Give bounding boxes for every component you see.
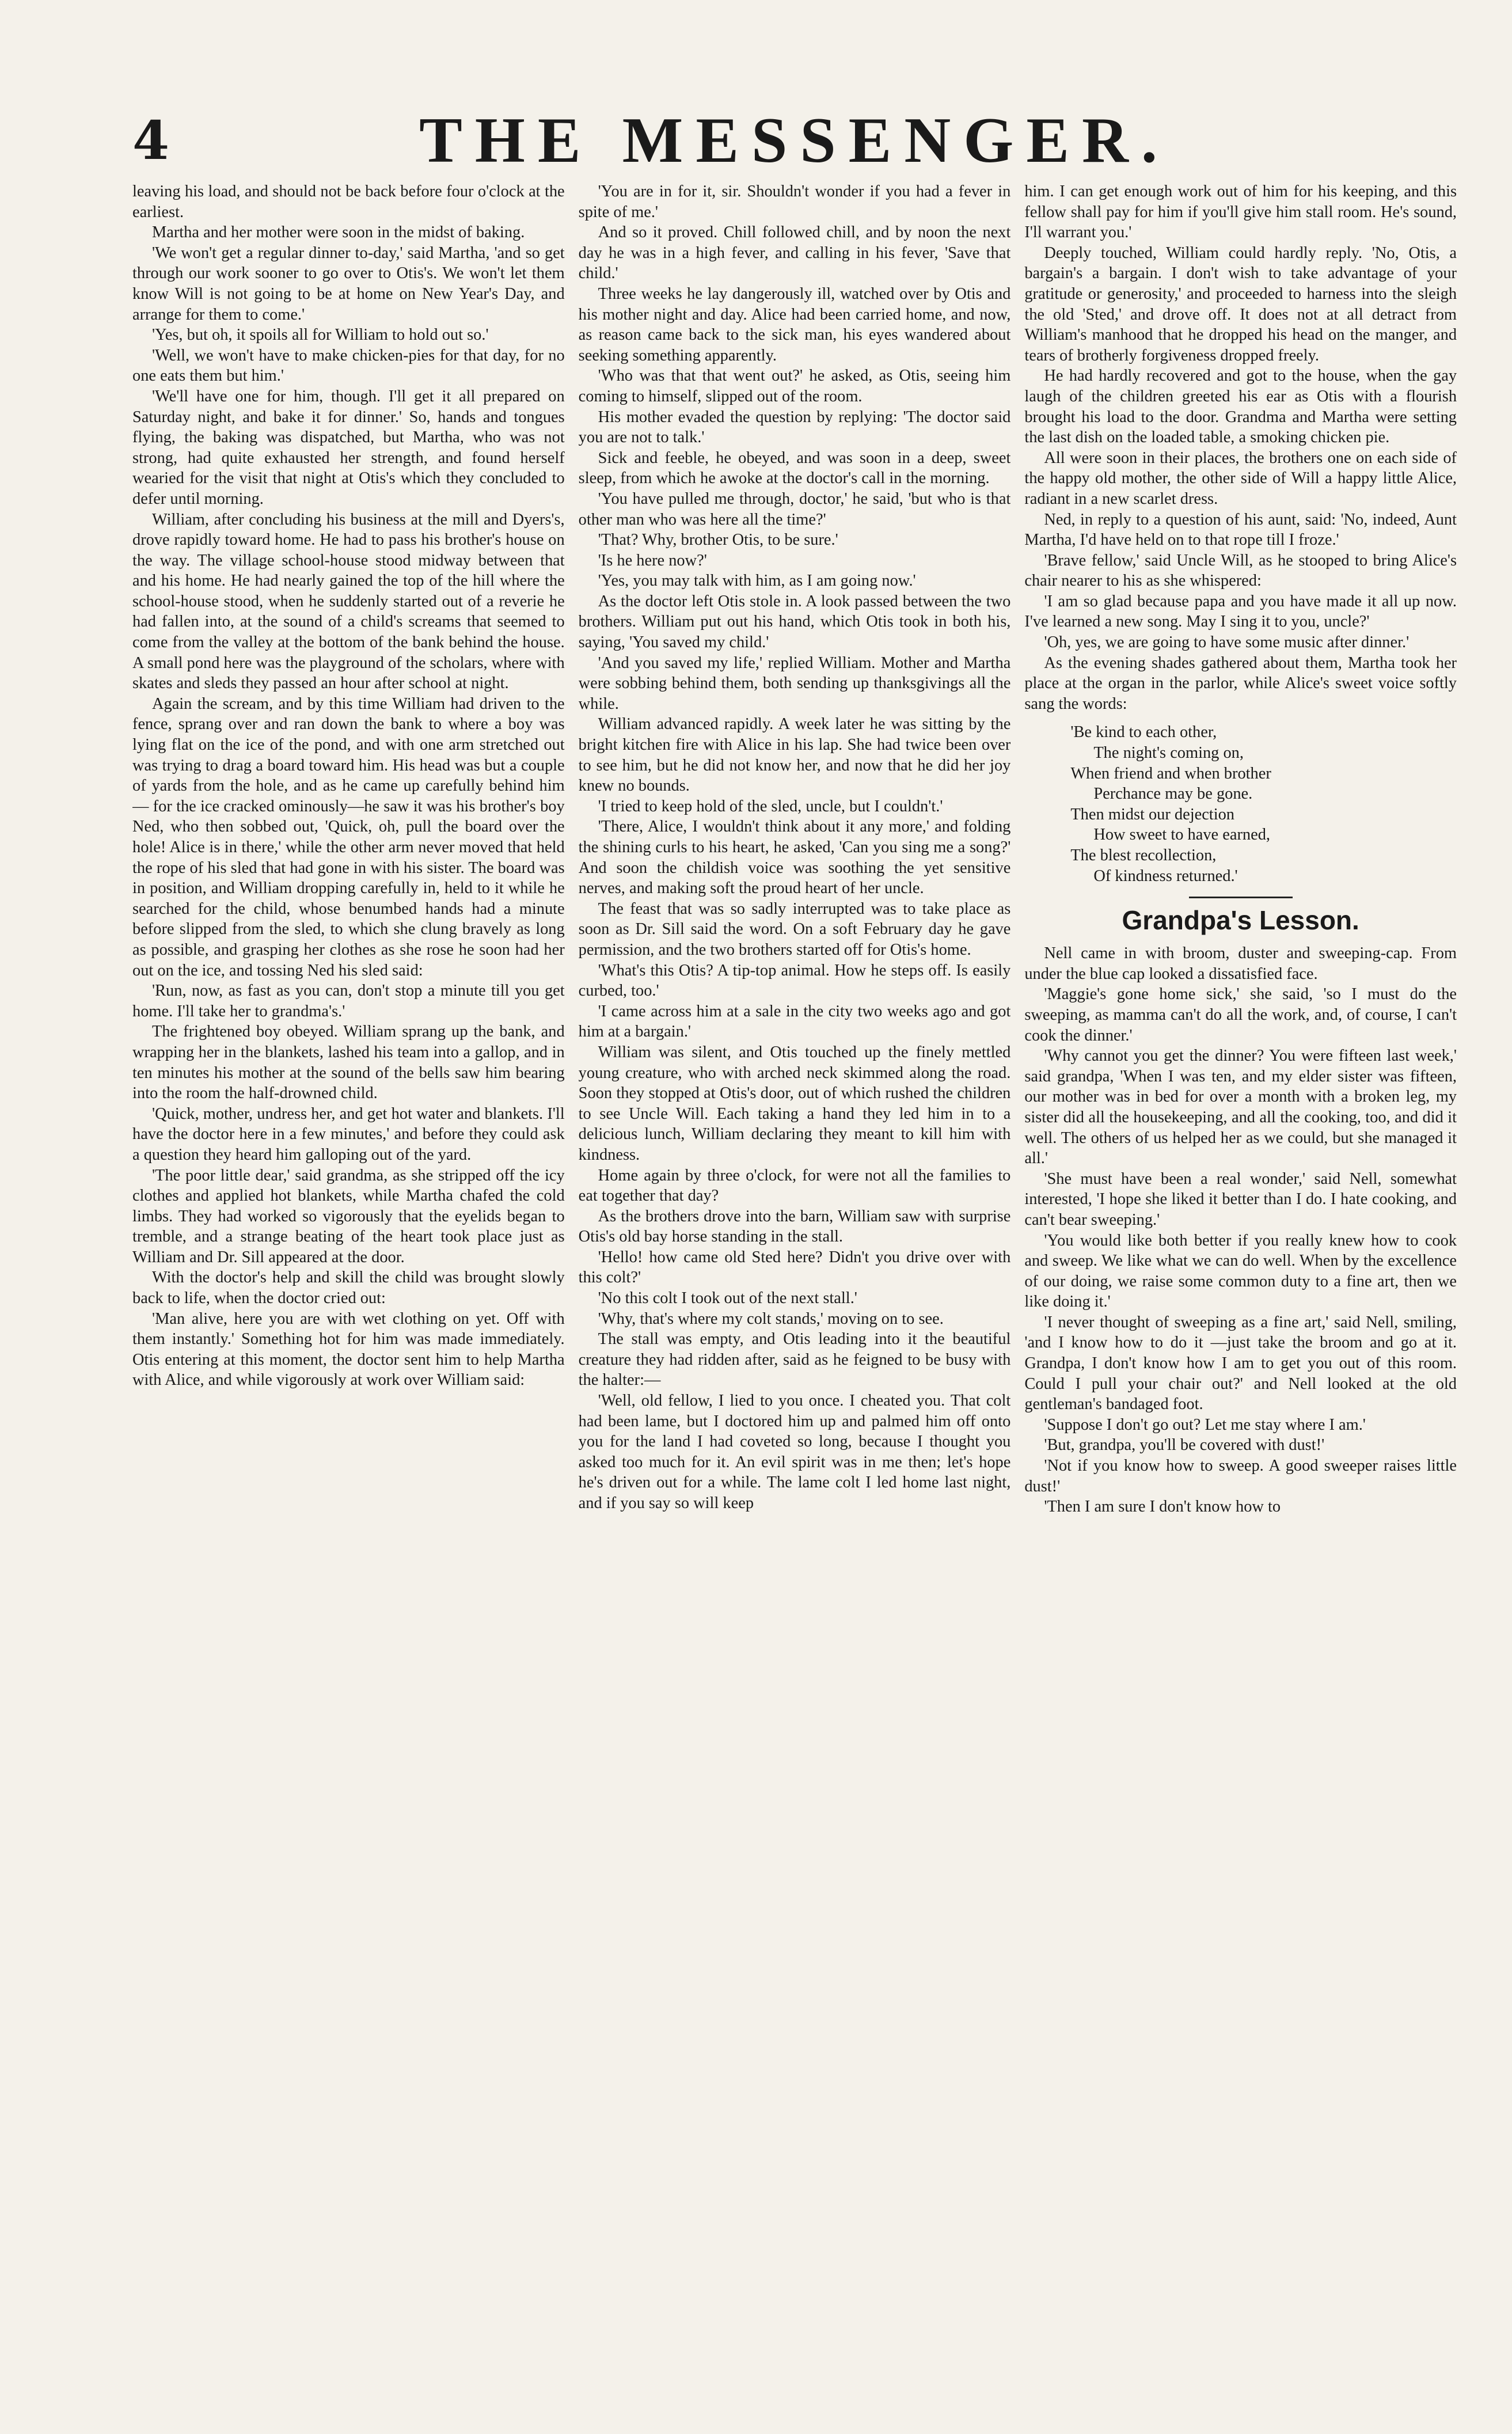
poem-line: 'Be kind to each other,: [1070, 723, 1217, 742]
paragraph: 'Then I am sure I don't know how to: [1044, 1498, 1281, 1516]
paragraph: As the brothers drove into the barn, William saw with surprise Otis's old bay horse standing in the stall.: [578, 1207, 1011, 1246]
paragraph: All were soon in their places, the brothers one on each side of the happy old mother, the other side of Will a happy little Alice, radiant in a new scarlet dress.: [1024, 449, 1457, 508]
paragraph: 'We'll have one for him, though. I'll get it all prepared on Saturday night, and bake it for dinner.' So, hands and tongues flying, the baking was dispatched, but Martha, who was not strong, had quite exhausted her strength, and found herself wearied for the visit that night at Otis's which they concluded to defer until morning.: [132, 387, 565, 508]
paragraph: 'Why, that's where my colt stands,' moving on to see.: [598, 1309, 944, 1328]
paragraph: 'Man alive, here you are with wet clothing on yet. Off with them instantly.' Something hot for him was made immediately. Otis entering at this moment, the doctor sent him to help Martha with Alice, and while vigorously at work over William said:: [132, 1309, 565, 1389]
paragraph: Three weeks he lay dangerously ill, watched over by Otis and his mother night and day. Alice had been carried home, and now, as reason came back to the sick man, his eyes wandered about seeking something apparently.: [578, 284, 1011, 364]
paragraph: The stall was empty, and Otis leading into it the beautiful creature they had ridden after, said as he feigned to be busy with the halter:—: [578, 1330, 1011, 1389]
paragraph: 'Well, we won't have to make chicken-pies for that day, for no one eats them but him.': [132, 346, 565, 385]
paragraph: 'What's this Otis? A tip-top animal. How he steps off. Is easily curbed, too.': [578, 961, 1011, 1000]
paragraph: 'You are in for it, sir. Shouldn't wonder if you had a fever in spite of me.': [578, 183, 1011, 221]
paragraph: leaving his load, and should not be back before four o'clock at the earliest.: [132, 183, 565, 221]
column-2: [579, 181, 1011, 2410]
column-3-story-end: [1024, 181, 1457, 714]
masthead-title: THE MESSENGER.: [419, 105, 1170, 176]
paragraph: him. I can get enough work out of him for his keeping, and this fellow shall pay for him if you'll give him stall room. He's sound, I'll warrant you.': [1024, 183, 1457, 242]
page-header: [132, 104, 1439, 184]
section-divider: [1189, 897, 1293, 898]
paragraph: He had hardly recovered and got to the house, when the gay laugh of the children greeted his ear as Otis with a flourish brought his load to the door. Grandma and Martha were setting the last dish on the loaded table, a smoking chicken pie.: [1024, 367, 1457, 447]
paragraph: William advanced rapidly. A week later he was sitting by the bright kitchen fire with Alice in his lap. She had twice been over to see him, but he did not know her, and now that he did her joy knew no bounds.: [578, 715, 1011, 795]
poem: [1024, 722, 1457, 886]
paragraph: 'I never thought of sweeping as a fine art,' said Nell, smiling, 'and I know how to do it —just take the broom and go at it. Grandpa, I don't know how I am to get you out of this room. Could I pull your chair out?' and Nell looked at the old gentleman's bandaged foot.: [1024, 1313, 1457, 1414]
paragraph: Deeply touched, William could hardly reply. 'No, Otis, a bargain's a bargain. I don't wish to take advantage of your gratitude or generosity,' and proceeded to harness into the sleigh the old 'Sted,' and drove off. It does not at all detract from William's manhood that he dropped his head on the manger, and tears of brotherly forgiveness dropped freely.: [1024, 244, 1457, 364]
paragraph: Sick and feeble, he obeyed, and was soon in a deep, sweet sleep, from which he awoke at the doctor's call in the morning.: [578, 449, 1011, 488]
paragraph: 'I came across him at a sale in the city two weeks ago and got him at a bargain.': [578, 1002, 1011, 1041]
paragraph: 'Who was that that went out?' he asked, as Otis, seeing him coming to himself, slipped out of the room.: [578, 367, 1011, 405]
paragraph: 'The poor little dear,' said grandma, as she stripped off the icy clothes and applied hot blankets, while Martha chafed the cold limbs. They had worked so vigorously that the eyelids began to tremble, and a strange beating of the heart took place just as William and Dr. Sill appeared at the door.: [132, 1166, 565, 1266]
paragraph: 'You have pulled me through, doctor,' he said, 'but who is that other man who was here all the time?': [578, 489, 1011, 529]
paragraph: 'Not if you know how to sweep. A good sweeper raises little dust!': [1024, 1457, 1457, 1495]
paragraph: 'Yes, you may talk with him, as I am going now.': [598, 572, 916, 590]
paragraph: 'Suppose I don't go out? Let me stay where I am.': [1044, 1415, 1366, 1434]
paragraph: 'We won't get a regular dinner to-day,' said Martha, 'and so get through our work sooner to go over to Otis's. We won't let them know Will is not going to be at home on New Year's Day, and arrange for them to come.': [132, 244, 565, 324]
poem-line: Of kindness returned.': [1093, 867, 1238, 885]
section-title: Grandpa's Lesson.: [1122, 905, 1359, 936]
paragraph: 'I am so glad because papa and you have made it all up now. I've learned a new song. May I sing it to you, uncle?': [1024, 592, 1457, 631]
paragraph: As the doctor left Otis stole in. A look passed between the two brothers. William put out his hand, which Otis took in both his, saying, 'You saved my child.': [578, 592, 1011, 652]
paragraph: 'Why cannot you get the dinner? You were fifteen last week,' said grandpa, 'When I was ten, and my elder sister was fifteen, our mother was in bed for over a month with a broken leg, my sister did all the housekeeping, and all the cooking, too, and did it well. The others of us helped her as we could, but she managed it all.': [1024, 1047, 1457, 1168]
paragraph: As the evening shades gathered about them, Martha took her place at the organ in the parlor, while Alice's sweet voice softly sang the words:: [1024, 654, 1457, 713]
poem-line: When friend and when brother: [1070, 764, 1271, 783]
paragraph: 'Run, now, as fast as you can, don't stop a minute till you get home. I'll take her to grandma's.': [132, 982, 565, 1020]
paragraph: Martha and her mother were soon in the midst of baking.: [152, 223, 525, 242]
paragraph: 'I tried to keep hold of the sled, uncle, but I couldn't.': [598, 797, 943, 815]
paragraph: 'But, grandpa, you'll be covered with dust!': [1044, 1436, 1325, 1455]
paragraph: 'That? Why, brother Otis, to be sure.': [598, 531, 838, 549]
paragraph: Ned, in reply to a question of his aunt, said: 'No, indeed, Aunt Martha, I'd have held on to that rope till I froze.': [1024, 510, 1457, 549]
paragraph: 'Quick, mother, undress her, and get hot water and blankets. I'll have the doctor here in a few minutes,' and before they could ask a question they heard him galloping out of the yard.: [132, 1104, 565, 1164]
paragraph: Nell came in with broom, duster and sweeping-cap. From under the blue cap looked a dissatisfied face.: [1024, 944, 1457, 983]
paragraph: 'Brave fellow,' said Uncle Will, as he stooped to bring Alice's chair nearer to his as she whispered:: [1024, 551, 1457, 590]
paragraph: The feast that was so sadly interrupted was to take place as soon as Dr. Sill said the word. On a soft February day he gave permission, and the two brothers started off for Otis's home.: [578, 899, 1011, 959]
paragraph: 'Well, old fellow, I lied to you once. I cheated you. That colt had been lame, but I doctored him up and palmed him off onto you for the land I had coveted so long, because I thought you asked too much for it. An evil spirit was in me then; let's hope he's driven out for a while. The lame colt I led home last night, and if you say so will keep: [578, 1392, 1011, 1512]
column-3-grandpas-lesson: [1024, 943, 1457, 1517]
column-3: [1024, 181, 1457, 2410]
poem-line: Perchance may be gone.: [1093, 785, 1253, 803]
paragraph: 'Is he here now?': [598, 551, 707, 569]
poem-line: The blest recollection,: [1070, 846, 1217, 864]
paragraph: Home again by three o'clock, for were not all the families to eat together that day?: [578, 1166, 1011, 1205]
paragraph: 'You would like both better if you really knew how to cook and sweep. We like what we can do well. When by the excellence of our doing, we raise some common duty to a fine art, then we like doing it.': [1024, 1231, 1457, 1311]
paragraph: 'She must have been a real wonder,' said Nell, somewhat interested, 'I hope she liked it better than I do. I hate cooking, and can't bear sweeping.': [1024, 1169, 1457, 1229]
paragraph: William was silent, and Otis touched up the finely mettled young creature, who with arched neck skimmed along the road. Soon they stopped at Otis's door, out of which rushed the children to see Uncle Will. Each taking a hand they led him in to a delicious lunch, William declaring they meant to kill him with kindness.: [578, 1043, 1011, 1164]
paragraph: Again the scream, and by this time William had driven to the fence, sprang over and ran down the bank to where a boy was lying flat on the ice of the pond, and with one arm stretched out was trying to drag a board toward him. His head was but a couple of yards from the hole, and as he came up carefully behind him — for the ice cracked ominously—he saw it was his brother's boy Ned, who then sobbed out, 'Quick, oh, pull the board over the hole! Alice is in there,' while the other arm never moved that held the rope of his sled that had gone in with his sister. The board was in position, and William dropping carefully in, held to it while he searched for the child, whose benumbed hands had a minute before slipped from the sled, to which she clung bravely as long as possible, and grasping her clothes as she rose he soon had her out on the ice, and tossing Ned his sled said:: [132, 694, 565, 979]
paragraph: 'And you saved my life,' replied William. Mother and Martha were sobbing behind them, both sending up thanksgivings all the while.: [578, 654, 1011, 713]
paragraph: William, after concluding his business at the mill and Dyers's, drove rapidly toward home. He had to pass his brother's house on the way. The village school-house stood midway between that and his home. He had nearly gained the top of the hill where the school-house stood, when he suddenly started out of a reverie he had fallen into, at the sound of a child's screams that seemed to come from the valley at the bottom of the bank behind the house. A small pond here was the playground of the scholars, where with skates and sleds they passed an hour after school at night.: [132, 510, 565, 693]
paragraph: His mother evaded the question by replying: 'The doctor said you are not to talk.': [578, 408, 1011, 447]
paragraph: With the doctor's help and skill the child was brought slowly back to life, when the doctor cried out:: [132, 1269, 565, 1308]
paragraph: 'No this colt I took out of the next stall.': [598, 1289, 857, 1308]
page-number: 4: [132, 109, 170, 172]
paragraph: 'Oh, yes, we are going to have some music after dinner.': [1044, 633, 1410, 652]
paragraph: 'Yes, but oh, it spoils all for William to hold out so.': [152, 326, 489, 344]
paragraph: 'There, Alice, I wouldn't think about it any more,' and folding the shining curls to his heart, he asked, 'Can you sing me a song?' And soon the childish voice was soothing the yet sensitive nerves, and making soft the proud heart of her uncle.: [578, 818, 1011, 898]
paragraph: The frightened boy obeyed. William sprang up the bank, and wrapping her in the blankets, lashed his team into a gallop, and in ten minutes his mother at the sound of the bells saw him bearing into the room the half-drowned child.: [132, 1023, 565, 1103]
paragraph: And so it proved. Chill followed chill, and by noon the next day he was in a high fever, and calling in his fever, 'Save that child.': [578, 223, 1011, 283]
paragraph: 'Hello! how came old Sted here? Didn't you drive over with this colt?': [578, 1248, 1011, 1287]
poem-line: Then midst our dejection: [1070, 805, 1234, 823]
poem-line: The night's coming on,: [1093, 744, 1244, 762]
paragraph: 'Maggie's gone home sick,' she said, 'so I must do the sweeping, as mamma can't do all the work, and, of course, I can't cook the dinner.': [1024, 985, 1457, 1045]
poem-line: How sweet to have earned,: [1093, 826, 1270, 844]
column-1: [132, 181, 565, 2410]
article-columns: [132, 181, 1457, 2410]
